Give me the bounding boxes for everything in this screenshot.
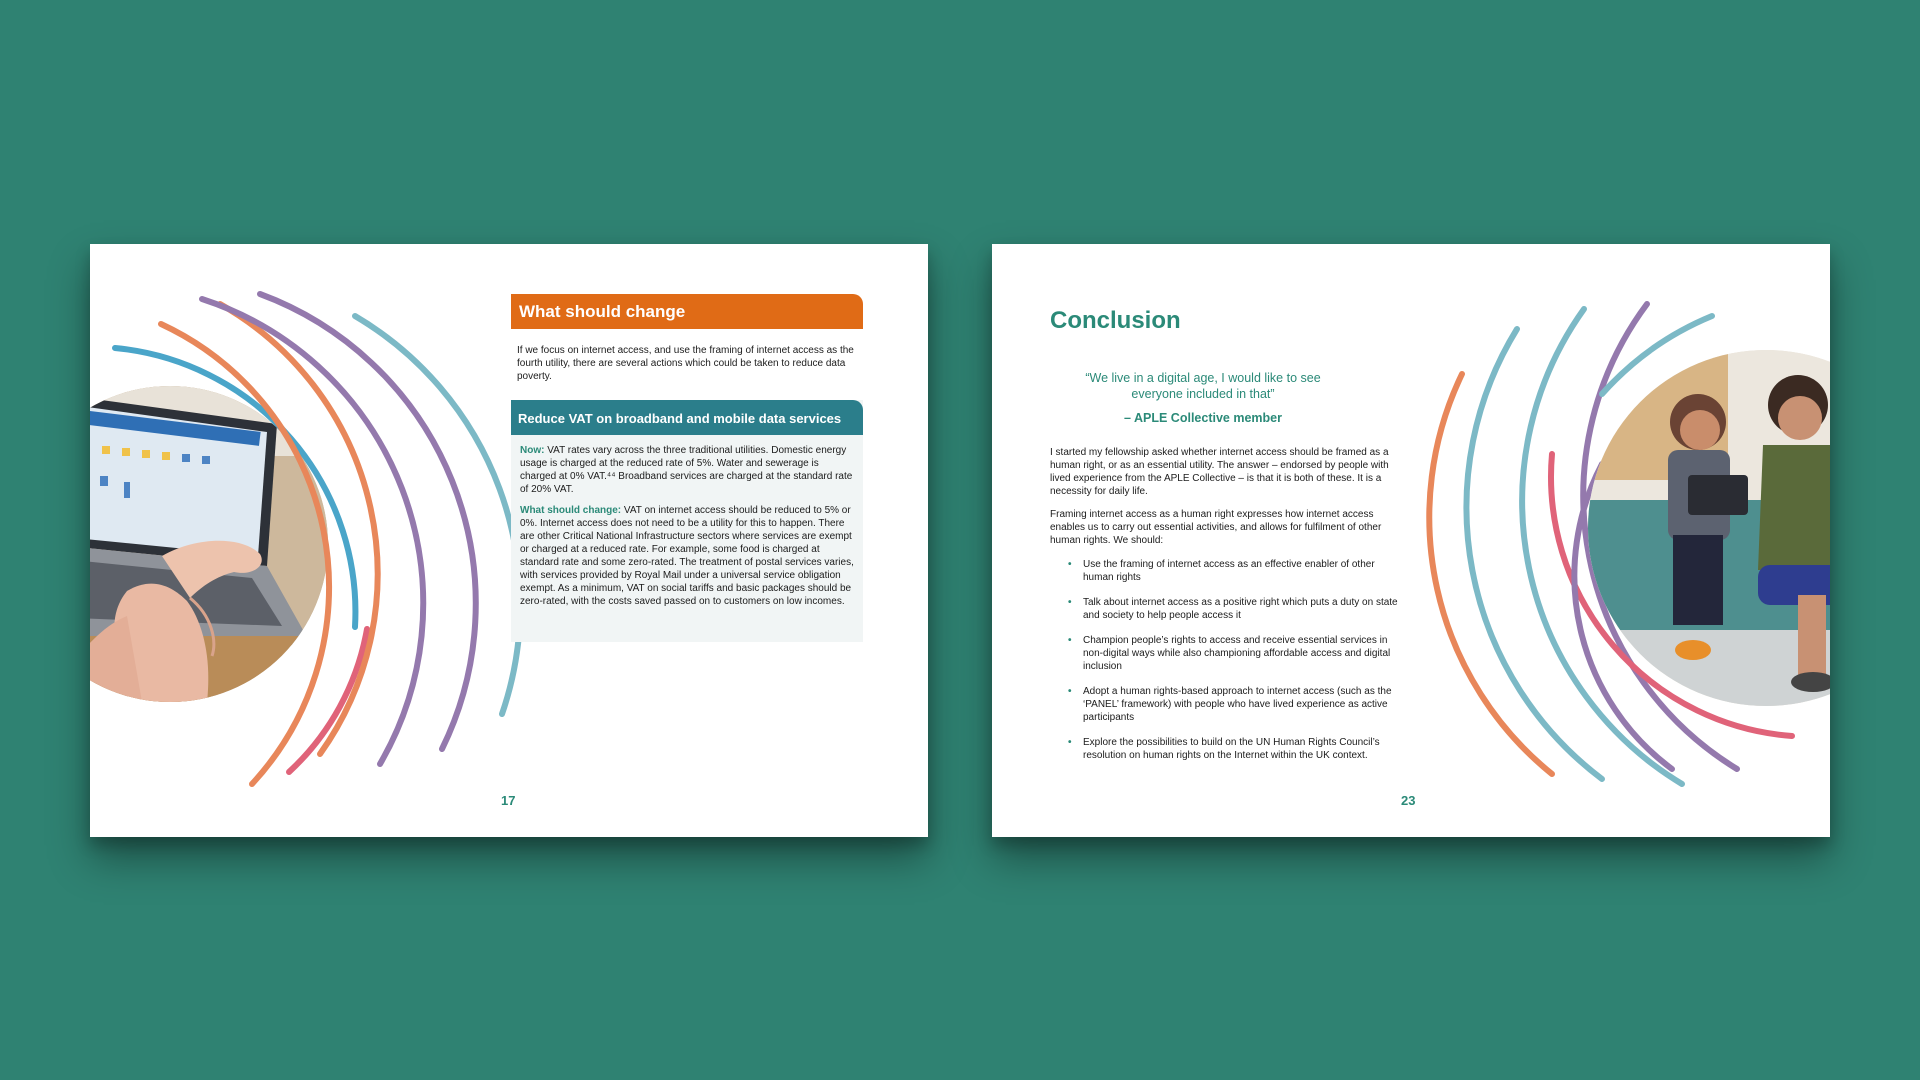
arc-pink xyxy=(289,629,367,772)
now-label: Now: xyxy=(520,445,545,456)
list-item: • Use the framing of internet access as an effective enabler of other human rights xyxy=(1068,559,1375,583)
quote-attribution: – APLE Collective member xyxy=(1124,411,1282,425)
bullet-icon: • xyxy=(1068,686,1072,697)
bullet-icon: • xyxy=(1068,597,1072,608)
bullet-icon: • xyxy=(1068,559,1072,570)
now-text: VAT rates vary across the three traditional utilities. Domestic energy usage is charged at the reduced rate of 5%. Water and sewerage is charged at 0% VAT.⁴⁴ Broadband services are charged at the standard rate of 20% VAT. xyxy=(520,445,853,495)
page-23 xyxy=(992,244,1830,837)
list-item: • Adopt a human rights-based approach to internet access (such as the ‘PANEL’ framework) with people who have lived experience as active participants xyxy=(1068,686,1392,723)
arc-teal xyxy=(355,316,520,714)
change-text: VAT on internet access should be reduced to 5% or 0%. Internet access does not need to be a utility for this to happen. There are other Critical National Infrastructure sectors where services are exempt or charged at a reduced rate. For example, some food is charged at standard rate and some zero-rated. The treatment of postal services varies, with services provided by Royal Mail under a universal service obligation exempt. As a minimum, VAT on social tariffs and basic packages should be zero-rated, with the costs saved passed on to customers on low incomes. xyxy=(520,505,854,607)
what-should-change-heading: What should change xyxy=(511,294,863,329)
arc-teal-outer xyxy=(1466,329,1602,779)
vat-box-title: Reduce VAT on broadband and mobile data services xyxy=(511,400,863,435)
page-17 xyxy=(90,244,928,837)
change-paragraph xyxy=(520,504,854,608)
list-item: • Talk about internet access as a positive right which puts a duty on state and society to help people access it xyxy=(1068,597,1398,621)
intro-paragraph: If we focus on internet access, and use the framing of internet access as the fourth utility, there are several actions which could be taken to reduce data poverty. xyxy=(517,345,854,382)
human-right-paragraph: Framing internet access as a human right expresses how internet access enables us to carry out essential activities, and allows for fulfilment of other human rights. We should: xyxy=(1050,509,1382,546)
conclusion-heading: Conclusion xyxy=(1050,307,1181,334)
now-paragraph xyxy=(520,444,854,496)
bullet-icon: • xyxy=(1068,635,1072,646)
vat-recommendation-box xyxy=(511,400,863,642)
arc-purple-1 xyxy=(202,299,423,764)
arc-orange-inner xyxy=(220,304,378,754)
list-item: • Explore the possibilities to build on the UN Human Rights Council’s resolution on human rights on the Internet within the UK context. xyxy=(1068,737,1380,761)
fellowship-paragraph: I started my fellowship asked whether internet access should be framed as a human right, or as an essential utility. The answer – endorsed by people with lived experience from the APLE Collective – is that it is both of these. It is a necessity for daily life. xyxy=(1050,447,1389,497)
page-number: 23 xyxy=(1401,793,1416,808)
bullet-icon: • xyxy=(1068,737,1072,748)
page-number: 17 xyxy=(501,793,516,808)
change-label: What should change: xyxy=(520,505,622,516)
list-item: • Champion people’s rights to access and receive essential services in non-digital ways while also championing affordable access and digital inclusion xyxy=(1068,635,1391,672)
member-quote: “We live in a digital age, I would like to see everyone included in that” xyxy=(1085,371,1321,401)
